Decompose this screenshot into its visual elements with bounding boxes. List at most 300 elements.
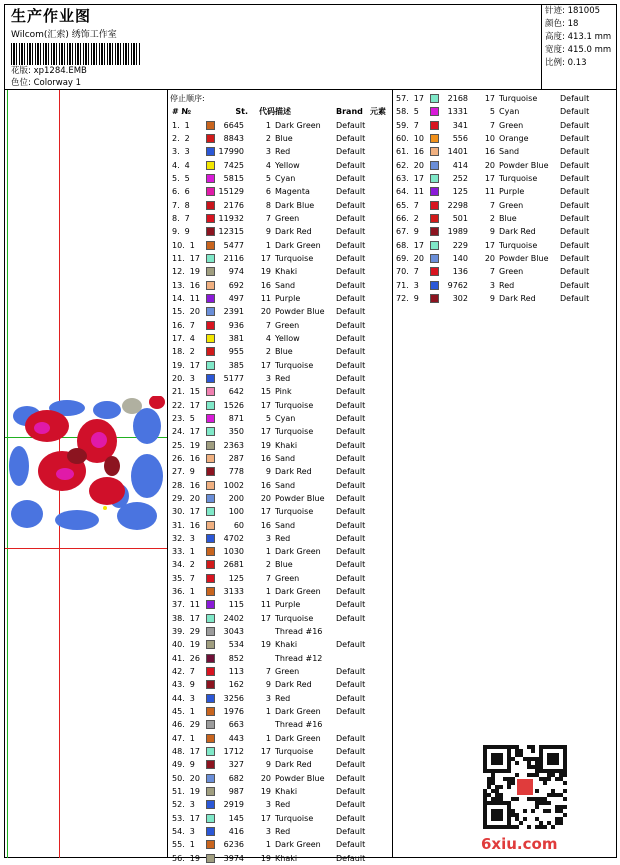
- color-code: 19: [260, 853, 271, 863]
- stat-value: 18: [567, 19, 579, 29]
- brand: Default: [336, 200, 366, 210]
- color-description: Powder Blue: [499, 160, 549, 170]
- stop-id: 15: [189, 387, 200, 397]
- stop-number: [172, 412, 195, 425]
- color-description: Thread #12: [275, 653, 323, 663]
- stop-id: 19: [189, 640, 200, 650]
- brand: Default: [336, 480, 366, 490]
- color-description: Green: [499, 200, 524, 210]
- brand: Default: [336, 747, 366, 757]
- table-row: [170, 798, 392, 811]
- color-code: 16: [260, 480, 271, 490]
- stop-number: [172, 239, 195, 252]
- brand: Default: [336, 307, 366, 317]
- stitch-count: 3133: [223, 587, 244, 597]
- stop-id: 17: [413, 240, 424, 250]
- stitch-count: 385: [228, 360, 244, 370]
- stitch-count: 15129: [218, 187, 244, 197]
- stop-index: 36.: [172, 587, 185, 597]
- stop-index: 24.: [172, 427, 185, 437]
- stop-index: 66.: [396, 213, 409, 223]
- stop-number: [172, 252, 200, 265]
- stop-number: [172, 332, 195, 345]
- design-name: [11, 65, 541, 77]
- brand: Default: [336, 333, 366, 343]
- barcode-image: [11, 43, 141, 65]
- color-description: Turquoise: [499, 240, 538, 250]
- table-row: [170, 305, 392, 318]
- color-description: Turquoise: [275, 400, 314, 410]
- stop-id: 1: [189, 707, 195, 717]
- stop-id: 2: [189, 560, 195, 570]
- stop-index: 10.: [172, 240, 185, 250]
- stop-index: 16.: [172, 320, 185, 330]
- color-code: 3: [265, 827, 271, 837]
- table-row: [170, 598, 392, 611]
- color-description: Powder Blue: [499, 253, 549, 263]
- stop-index: 7.: [172, 200, 180, 210]
- stitch-count: 287: [228, 453, 244, 463]
- color-code: 9: [489, 293, 495, 303]
- color-description: Turquoise: [275, 747, 314, 757]
- stop-id: 7: [413, 267, 419, 277]
- color-description: Pink: [275, 387, 292, 397]
- stop-index: 40.: [172, 640, 185, 650]
- table-row: [170, 772, 392, 785]
- stop-index: 15.: [172, 307, 185, 317]
- stop-index: 49.: [172, 760, 185, 770]
- stop-id: 3: [189, 800, 195, 810]
- stat-label: 针迹:: [545, 6, 565, 16]
- color-description: Green: [499, 267, 524, 277]
- stitch-count: 497: [228, 293, 244, 303]
- stop-index: 19.: [172, 360, 185, 370]
- color-code: 4: [265, 333, 271, 343]
- color-description: Dark Red: [275, 467, 312, 477]
- brand: Default: [336, 360, 366, 370]
- stop-index: 56.: [172, 853, 185, 863]
- table-row: [170, 625, 392, 638]
- color-description: Red: [275, 533, 291, 543]
- stop-id: 4: [184, 160, 190, 170]
- stop-index: 25.: [172, 440, 185, 450]
- color-code: 1: [265, 240, 271, 250]
- color-description: Cyan: [275, 413, 296, 423]
- color-code: 2: [265, 347, 271, 357]
- company-name: Wilcom(汇索) 绣饰工作室: [11, 30, 117, 40]
- color-description: Dark Red: [275, 680, 312, 690]
- brand: Default: [336, 560, 366, 570]
- stop-number: [172, 519, 200, 532]
- stop-index: 54.: [172, 827, 185, 837]
- stitch-count: 252: [452, 173, 468, 183]
- brand: Default: [560, 147, 590, 157]
- stop-number: [172, 305, 200, 318]
- table-row: [170, 239, 392, 252]
- color-description: Orange: [499, 133, 529, 143]
- colorway-value: Colorway 1: [33, 78, 82, 88]
- stop-index: 23.: [172, 413, 185, 423]
- table-row: [170, 399, 392, 412]
- color-code: 20: [260, 307, 271, 317]
- brand: Default: [336, 680, 366, 690]
- stop-index: 70.: [396, 267, 409, 277]
- color-description: Magenta: [275, 187, 310, 197]
- color-description: Dark Green: [275, 707, 321, 717]
- stop-number: [172, 212, 190, 225]
- stop-id: 1: [189, 547, 195, 557]
- stop-number: [172, 439, 200, 452]
- stop-id: 20: [413, 253, 424, 263]
- stitch-count: 6236: [223, 840, 244, 850]
- color-code: 17: [260, 747, 271, 757]
- color-description: Khaki: [275, 640, 298, 650]
- table-row: [170, 585, 392, 598]
- color-code: 16: [260, 520, 271, 530]
- color-code: 11: [484, 187, 495, 197]
- stitch-count: 2116: [223, 253, 244, 263]
- brand: Default: [336, 160, 366, 170]
- brand: Default: [336, 133, 366, 143]
- color-code: 16: [260, 453, 271, 463]
- brand: Default: [560, 120, 590, 130]
- stop-id: 7: [413, 120, 419, 130]
- site-logo: 6xiu.com: [481, 835, 558, 853]
- color-code: 17: [260, 813, 271, 823]
- stop-index: 60.: [396, 133, 409, 143]
- stop-index: 21.: [172, 387, 185, 397]
- brand: Default: [336, 467, 366, 477]
- stop-index: 58.: [396, 107, 409, 117]
- color-code: 19: [260, 440, 271, 450]
- brand: Default: [336, 840, 366, 850]
- stop-id: 19: [189, 440, 200, 450]
- stop-number: [396, 172, 424, 185]
- color-code: 3: [265, 147, 271, 157]
- brand: Default: [560, 187, 590, 197]
- stop-id: 6: [184, 187, 190, 197]
- stop-id: 4: [189, 333, 195, 343]
- color-description: Turquoise: [275, 427, 314, 437]
- brand: Default: [336, 733, 366, 743]
- brand: Default: [336, 427, 366, 437]
- stop-index: 20.: [172, 373, 185, 383]
- color-description: Green: [275, 667, 300, 677]
- color-code: 17: [260, 427, 271, 437]
- brand: Default: [336, 400, 366, 410]
- brand: Default: [336, 253, 366, 263]
- table-row: [170, 532, 392, 545]
- stop-id: 19: [189, 267, 200, 277]
- header-brand: Brand: [336, 107, 363, 117]
- brand: Default: [336, 347, 366, 357]
- stop-id: 7: [189, 320, 195, 330]
- color-code: 1: [265, 840, 271, 850]
- table-row: [170, 812, 392, 825]
- stop-number: [172, 479, 200, 492]
- color-description: Turquoise: [275, 253, 314, 263]
- color-description: Yellow: [275, 160, 300, 170]
- brand: Default: [560, 133, 590, 143]
- stitch-count: 1526: [223, 400, 244, 410]
- guide-line-red-h: [5, 548, 167, 549]
- table-row: [170, 825, 392, 838]
- table-row: [170, 465, 392, 478]
- stitch-count: 5177: [223, 373, 244, 383]
- table-row: [170, 119, 392, 132]
- table-row: [394, 105, 616, 118]
- header-desc: 描述: [275, 107, 291, 117]
- color-code: 17: [260, 253, 271, 263]
- color-description: Green: [275, 320, 300, 330]
- stitch-count: 852: [228, 653, 244, 663]
- color-description: Blue: [275, 347, 293, 357]
- brand: Default: [336, 787, 366, 797]
- brand: Default: [560, 200, 590, 210]
- column-divider: [392, 90, 393, 858]
- stitch-count: 6645: [223, 120, 244, 130]
- brand: Default: [336, 147, 366, 157]
- stop-number: [172, 505, 200, 518]
- stop-index: 42.: [172, 667, 185, 677]
- design-label: 花版:: [11, 66, 31, 76]
- stitch-count: 1976: [223, 707, 244, 717]
- stitch-count: 987: [228, 787, 244, 797]
- stop-index: 26.: [172, 453, 185, 463]
- stop-number: [172, 732, 195, 745]
- colorway: [11, 77, 541, 89]
- stop-number: [172, 532, 195, 545]
- stop-number: [172, 585, 195, 598]
- stop-index: 72.: [396, 293, 409, 303]
- stitch-count: 936: [228, 320, 244, 330]
- stop-id: 1: [189, 587, 195, 597]
- table-row: [170, 558, 392, 571]
- stop-index: 43.: [172, 680, 185, 690]
- stop-number: [396, 279, 419, 292]
- color-code: 1: [265, 733, 271, 743]
- brand: Default: [560, 94, 590, 103]
- qr-code: [483, 745, 567, 829]
- stop-index: 35.: [172, 573, 185, 583]
- color-code: 11: [260, 600, 271, 610]
- stop-id: 2: [184, 133, 190, 143]
- stop-id: 11: [189, 600, 200, 610]
- stop-index: 59.: [396, 120, 409, 130]
- stop-number: [172, 185, 190, 198]
- stitch-count: 1401: [447, 147, 468, 157]
- stitch-count: 5815: [223, 173, 244, 183]
- stop-number: [396, 185, 424, 198]
- color-description: Blue: [275, 133, 293, 143]
- stop-number: [172, 172, 190, 185]
- table-row: [170, 638, 392, 651]
- color-table-right: [394, 92, 616, 305]
- stop-number: [172, 692, 195, 705]
- stop-index: 37.: [172, 600, 185, 610]
- brand: Default: [560, 240, 590, 250]
- stitch-count: 100: [228, 507, 244, 517]
- stitch-count: 140: [452, 253, 468, 263]
- stop-id: 1: [189, 733, 195, 743]
- table-row: [170, 132, 392, 145]
- stat-value: 181005: [567, 6, 601, 16]
- color-description: Dark Red: [275, 227, 312, 237]
- stitch-count: 8843: [223, 133, 244, 143]
- stitch-count: 663: [228, 720, 244, 730]
- color-code: 17: [260, 507, 271, 517]
- stop-id: 3: [184, 147, 190, 157]
- stop-id: 9: [189, 467, 195, 477]
- stop-number: [172, 678, 195, 691]
- color-code: 1: [265, 587, 271, 597]
- color-description: Dark Green: [275, 840, 321, 850]
- brand: Default: [560, 253, 590, 263]
- color-description: Red: [275, 693, 291, 703]
- color-code: 4: [265, 160, 271, 170]
- stitch-count: 2168: [447, 94, 468, 103]
- stop-number: [396, 92, 424, 105]
- stop-index: 71.: [396, 280, 409, 290]
- color-code: 7: [489, 267, 495, 277]
- brand: Default: [336, 520, 366, 530]
- color-description: Khaki: [275, 853, 298, 863]
- brand: Default: [336, 533, 366, 543]
- stop-number: [172, 345, 195, 358]
- brand: Default: [560, 213, 590, 223]
- table-row: [394, 212, 616, 225]
- color-code: 9: [489, 227, 495, 237]
- color-description: Khaki: [275, 787, 298, 797]
- stop-index: 22.: [172, 400, 185, 410]
- stop-number: [172, 425, 200, 438]
- stop-id: 1: [189, 840, 195, 850]
- color-code: 5: [265, 173, 271, 183]
- color-code: 8: [265, 200, 271, 210]
- stop-id: 3: [189, 827, 195, 837]
- stitch-count: 1712: [223, 747, 244, 757]
- stop-index: 8.: [172, 213, 180, 223]
- stitch-count: 145: [228, 813, 244, 823]
- color-description: Powder Blue: [275, 493, 325, 503]
- table-row: [170, 212, 392, 225]
- stop-number: [172, 199, 190, 212]
- brand: Default: [336, 293, 366, 303]
- color-code: 7: [265, 667, 271, 677]
- stop-id: 29: [189, 720, 200, 730]
- table-row: [170, 199, 392, 212]
- stop-number: [172, 159, 190, 172]
- brand: Default: [560, 280, 590, 290]
- color-description: Turquoise: [275, 813, 314, 823]
- stitch-count: 1002: [223, 480, 244, 490]
- stitch-count: 955: [228, 347, 244, 357]
- brand: Default: [336, 213, 366, 223]
- stop-id: 17: [189, 427, 200, 437]
- stitch-count: 2391: [223, 307, 244, 317]
- color-description: Red: [275, 800, 291, 810]
- table-row: [170, 452, 392, 465]
- stop-index: 46.: [172, 720, 185, 730]
- table-row: [394, 119, 616, 132]
- color-description: Cyan: [275, 173, 296, 183]
- stop-number: [396, 212, 419, 225]
- stop-number: [172, 718, 200, 731]
- stitch-count: 3043: [223, 627, 244, 637]
- table-row: [394, 265, 616, 278]
- stitch-count: 136: [452, 267, 468, 277]
- table-row: [170, 705, 392, 718]
- color-description: Powder Blue: [275, 773, 325, 783]
- stop-id: 20: [189, 307, 200, 317]
- stop-index: 5.: [172, 173, 180, 183]
- stop-number: [172, 385, 200, 398]
- stop-index: 50.: [172, 773, 185, 783]
- stop-id: 17: [189, 507, 200, 517]
- table-row: [394, 239, 616, 252]
- brand: Default: [560, 107, 590, 117]
- table-row: [170, 425, 392, 438]
- stop-id: 16: [189, 453, 200, 463]
- color-code: 9: [265, 760, 271, 770]
- color-description: Turquoise: [275, 613, 314, 623]
- color-code: 5: [489, 107, 495, 117]
- stop-index: 57.: [396, 94, 409, 103]
- stop-number: [396, 225, 419, 238]
- stitch-count: 200: [228, 493, 244, 503]
- stop-number: [172, 745, 200, 758]
- stop-number: [172, 319, 195, 332]
- stop-number: [172, 119, 190, 132]
- color-description: Purple: [275, 600, 301, 610]
- table-row: [394, 185, 616, 198]
- table-row: [394, 292, 616, 305]
- stat-item: [545, 31, 618, 44]
- brand: Default: [336, 440, 366, 450]
- stop-index: 38.: [172, 613, 185, 623]
- stop-index: 48.: [172, 747, 185, 757]
- table-row: [170, 319, 392, 332]
- stop-index: 13.: [172, 280, 185, 290]
- stat-label: 比例:: [545, 58, 565, 68]
- brand: Default: [336, 760, 366, 770]
- color-description: Green: [499, 120, 524, 130]
- header-extra: 元素: [370, 107, 386, 117]
- stop-number: [396, 292, 419, 305]
- color-description: Blue: [275, 560, 293, 570]
- stitch-count: 350: [228, 427, 244, 437]
- color-description: Red: [275, 827, 291, 837]
- color-description: Dark Red: [499, 293, 536, 303]
- stop-id: 11: [413, 187, 424, 197]
- stop-id: 17: [413, 94, 424, 103]
- stop-index: 61.: [396, 147, 409, 157]
- stitch-count: 2681: [223, 560, 244, 570]
- color-description: Sand: [275, 280, 296, 290]
- stat-label: 高度:: [545, 32, 565, 42]
- table-row: [394, 172, 616, 185]
- color-code: 16: [484, 147, 495, 157]
- stop-number: [172, 838, 195, 851]
- stats-panel: [541, 5, 618, 89]
- stop-id: 3: [189, 373, 195, 383]
- color-description: Thread #16: [275, 627, 323, 637]
- stop-id: 16: [189, 280, 200, 290]
- stop-id: 17: [189, 360, 200, 370]
- stop-id: 10: [413, 133, 424, 143]
- table-row: [170, 385, 392, 398]
- color-code: 7: [265, 320, 271, 330]
